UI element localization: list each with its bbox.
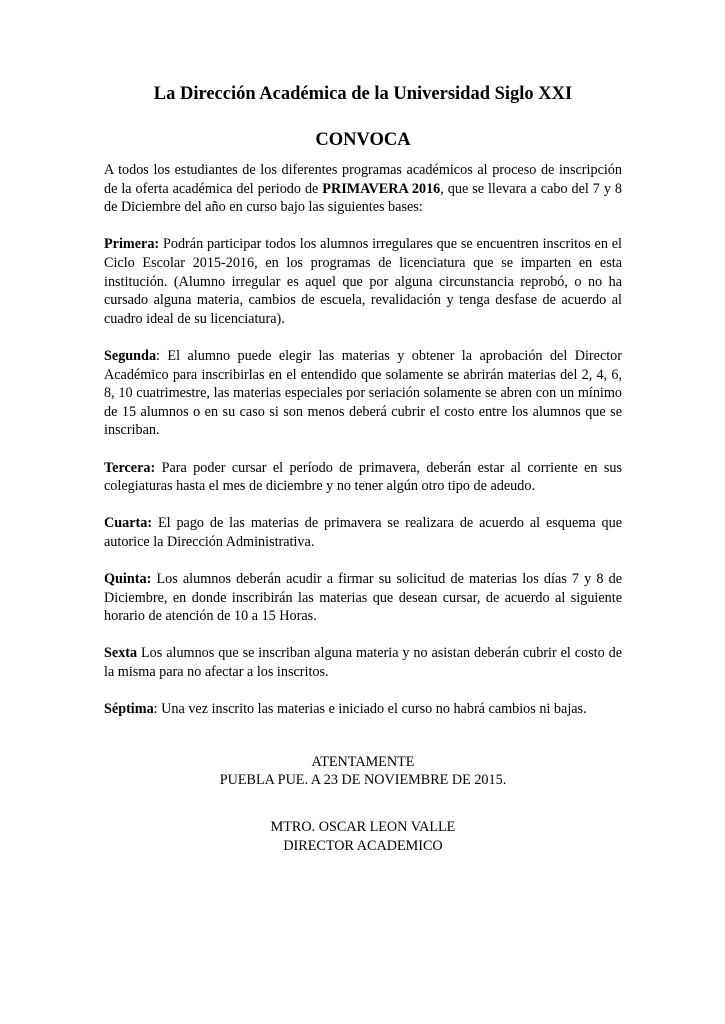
base-segunda bbox=[104, 347, 622, 440]
base-sexta bbox=[104, 644, 622, 681]
base-cuarta bbox=[104, 514, 622, 551]
base-label: Tercera: bbox=[104, 459, 156, 476]
signer-title: DIRECTOR ACADEMICO bbox=[283, 837, 443, 854]
base-primera bbox=[104, 235, 622, 328]
base-septima bbox=[104, 700, 622, 719]
base-quinta bbox=[104, 570, 622, 626]
intro-paragraph bbox=[104, 161, 622, 217]
intro-text-after: , que se llevara a cabo del 7 y 8 de Diciembre del año en curso bajo las siguientes bases: bbox=[104, 180, 622, 216]
convoca-heading: CONVOCA bbox=[315, 130, 411, 150]
base-label: Quinta: bbox=[104, 571, 152, 588]
intro-highlight-period: PRIMAVERA 2016 bbox=[322, 180, 441, 197]
base-text: Para poder cursar el período de primavera, deberán estar al corriente en sus colegiaturas hasta el mes de diciembre y no tener algún otro tipo de adeudo. bbox=[104, 459, 622, 495]
atentamente-line: ATENTAMENTE bbox=[311, 753, 415, 770]
document-title: La Dirección Académica de la Universidad Siglo XXI bbox=[153, 84, 573, 104]
base-text: Los alumnos deberán acudir a firmar su solicitud de materias los días 7 y 8 de Diciembre, en donde inscribirán las materias que desean cursar, de acuerdo al siguiente horario de atención de 10 a 15 Horas. bbox=[104, 571, 622, 625]
signer-name: MTRO. OSCAR LEON VALLE bbox=[270, 819, 456, 835]
base-text: : El alumno puede elegir las materias y obtener la aprobación del Director Académico para inscribirlas en el entendido que solamente se abrirán materias del 2, 4, 6, 8, 10 cuatrimestre, las materias especiales por seriación solamente se abren con un mínimo de 15 alumnos o en su caso si son menos deberá cubrir el costo entre los alumnos que se inscriban. bbox=[104, 347, 622, 439]
intro-text-before: A todos los estudiantes de los diferentes programas académicos al proceso de inscripción de la oferta académica del periodo de bbox=[104, 162, 622, 197]
place-date-line: PUEBLA PUE. A 23 DE NOVIEMBRE DE 2015. bbox=[219, 772, 507, 789]
base-label: Cuarta: bbox=[104, 515, 153, 532]
base-label: Segunda bbox=[104, 347, 157, 364]
base-text: : Una vez inscrito las materias e iniciado el curso no habrá cambios ni bajas. bbox=[153, 701, 587, 718]
closing-block bbox=[104, 753, 622, 790]
base-label: Primera: bbox=[104, 236, 160, 253]
base-tercera bbox=[104, 459, 622, 496]
base-label: Sexta bbox=[104, 645, 138, 662]
base-text: Los alumnos que se inscriban alguna materia y no asistan deberán cubrir el costo de la misma para no afectar a los inscritos. bbox=[104, 645, 622, 681]
document-page bbox=[104, 82, 622, 855]
base-text: El pago de las materias de primavera se realizara de acuerdo al esquema que autorice la Dirección Administrativa. bbox=[104, 515, 622, 550]
base-text: Podrán participar todos los alumnos irregulares que se encuentren inscritos en el Ciclo Escolar 2015-2016, en los programas de licenciatura que se imparten en esta institución. (Alumno irregular es aquel que por alguna circunstancia reprobó, o no ha cursado alguna materia, cambios de escuela, revalidación y tenga desfase de acuerdo al cuadro ideal de su licenciatura). bbox=[104, 236, 622, 327]
signature-block bbox=[104, 818, 622, 855]
base-label: Séptima bbox=[104, 701, 154, 718]
